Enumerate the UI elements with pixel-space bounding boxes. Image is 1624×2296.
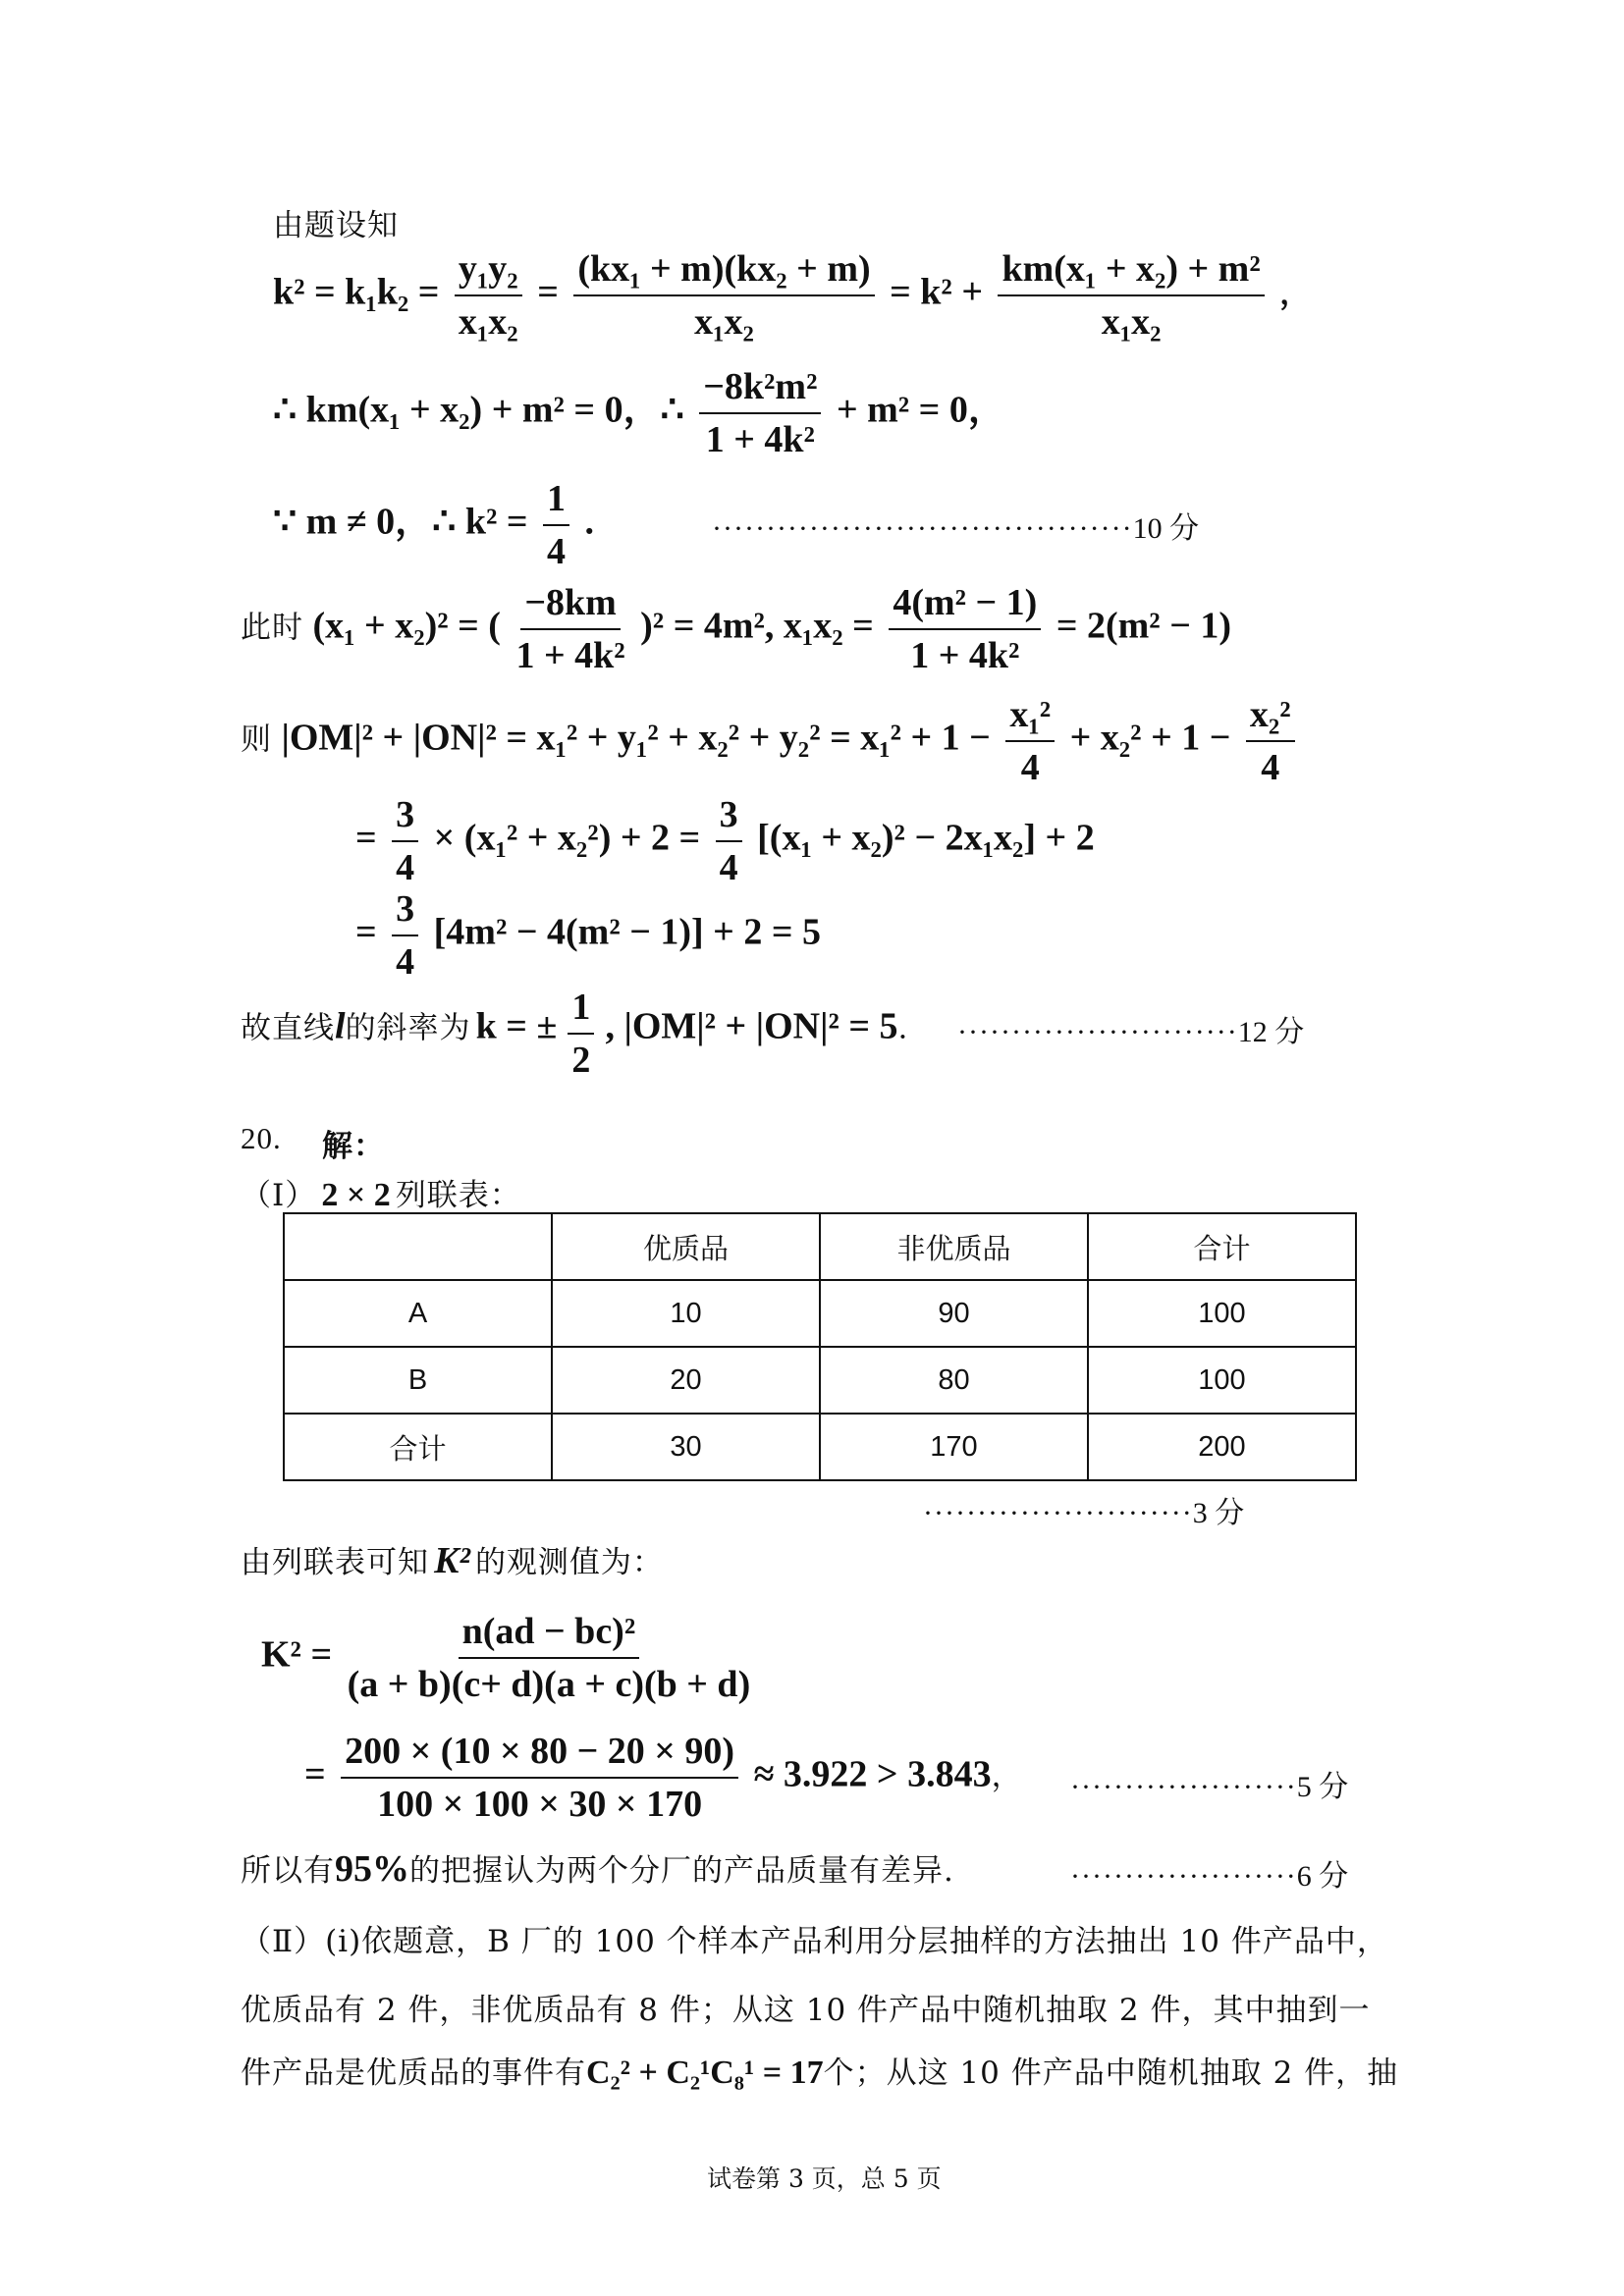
eq-line-2: [273, 365, 1005, 461]
fraction-denominator: 4: [1020, 747, 1040, 788]
eq-end-comma: ，: [1279, 276, 1312, 311]
fraction-numerator: 3: [392, 887, 418, 936]
fraction-denominator: 1 + 4k²: [910, 635, 1020, 676]
part2-line-3: [241, 2048, 1398, 2092]
score-marker-5: [1070, 1762, 1348, 1805]
part2-line-2: 优质品有 2 件，非优质品有 8 件；从这 10 件产品中随机抽取 2 件，其中抽到一: [241, 1993, 1371, 2028]
k2-comma: ，: [991, 1758, 1023, 1793]
fraction-numerator: (kx₁ + m)(kx₂ + m): [573, 247, 874, 296]
k2-intro: [241, 1537, 664, 1582]
eq-line-7: [355, 887, 821, 984]
k2-result: ≈ 3.922 > 3.843: [753, 1753, 992, 1795]
line8-a: k = ±: [475, 1005, 558, 1047]
k2-intro-a: 由列联表可知: [241, 1545, 429, 1580]
fraction-denominator: 4: [396, 941, 415, 983]
fraction-denominator: x₁x₂: [1101, 301, 1162, 343]
fraction-x1-sq-over-4: [1005, 693, 1055, 789]
fraction-numerator: 3: [716, 793, 742, 842]
line7-b: [4m² − 4(m² − 1)] + 2 = 5: [433, 911, 821, 953]
conclusion-pct: 95%: [335, 1848, 409, 1890]
table-cell: 80: [820, 1347, 1088, 1414]
score-value: 5 分: [1296, 1771, 1349, 1803]
k2-intro-b: 的观测值为：: [474, 1545, 664, 1580]
table-header-cell: 合计: [1088, 1213, 1356, 1280]
line6-a: =: [355, 817, 377, 859]
fraction-k2-formula: [348, 1610, 751, 1706]
fraction-product: [573, 247, 874, 344]
line5-a: |OM|² + |ON|² = x₁² + y₁² + x₂² + y₂² = x₁² + 1 −: [281, 717, 991, 759]
fraction-numerator: n(ad − bc)²: [459, 1610, 640, 1659]
score-marker-10: [712, 504, 1199, 547]
fraction-denominator: 4: [719, 847, 738, 888]
score-marker-12: [957, 1007, 1304, 1050]
contingency-table: [283, 1212, 1357, 1481]
fraction-4m2: [889, 581, 1041, 677]
conclusion-line-20: [241, 1845, 954, 1891]
part1-heading: [241, 1170, 521, 1214]
table-header-cell: [284, 1213, 552, 1280]
intro-text: 由题设知: [273, 208, 399, 243]
score-marker-3: [923, 1488, 1244, 1531]
line8-label: 故直线: [241, 1010, 335, 1046]
part1-text: 列联表：: [395, 1178, 521, 1213]
fraction-numerator: y₁y₂: [455, 247, 522, 296]
fraction-numerator: x₂²: [1246, 693, 1295, 742]
line6-b: × (x₁² + x₂²) + 2 =: [433, 817, 701, 859]
table-cell: 20: [552, 1347, 820, 1414]
conclusion-a: 所以有: [241, 1853, 335, 1889]
fraction-x2-sq-over-4: [1246, 693, 1295, 789]
fraction-denominator: 2: [571, 1040, 591, 1081]
k2-formula: [261, 1610, 756, 1706]
score-value: 3 分: [1192, 1497, 1245, 1529]
table-cell: 100: [1088, 1347, 1356, 1414]
line4-label: 此时: [241, 610, 303, 645]
line8-l: l: [335, 1005, 346, 1047]
fraction-denominator: 1 + 4k²: [705, 419, 815, 460]
eq-line-4: [241, 581, 1231, 677]
fraction-three-quarters: [392, 887, 418, 984]
table-cell: 合计: [284, 1414, 552, 1480]
table-row: [284, 1347, 1356, 1414]
table-row: [284, 1280, 1356, 1347]
fraction-denominator: x₁x₂: [458, 301, 518, 343]
fraction-numerator: 1: [568, 986, 594, 1035]
table-cell: 30: [552, 1414, 820, 1480]
table-cell: 10: [552, 1280, 820, 1347]
page-footer: 试卷第 3 页，总 5 页: [707, 2164, 942, 2193]
part2-line-1: （Ⅱ）(i)依题意，B 厂的 100 个样本产品利用分层抽样的方法抽出 10 件产品中，: [241, 1924, 1388, 1959]
table-header-cell: 优质品: [552, 1213, 820, 1280]
fraction-denominator: 1 + 4k²: [515, 635, 625, 676]
score-value: 12 分: [1237, 1016, 1305, 1048]
part2-line3-b: 个；从这 10 件产品中随机抽取 2 件，抽: [823, 2056, 1399, 2091]
score-marker-6: [1070, 1851, 1348, 1895]
conclusion-line-19: [241, 986, 908, 1082]
k2-lhs: K² =: [261, 1633, 333, 1676]
conclusion-b: 的把握认为两个分厂的产品质量有差异.: [409, 1853, 954, 1889]
table-cell: 170: [820, 1414, 1088, 1480]
score-value: 10 分: [1132, 512, 1200, 545]
line5-label: 则: [241, 721, 272, 757]
line4-b: )² = 4m², x₁x₂ =: [640, 605, 874, 647]
table-cell: B: [284, 1347, 552, 1414]
fraction-numerator: km(x₁ + x₂) + m²: [998, 247, 1264, 296]
score-dots: ··························: [957, 1016, 1238, 1048]
line6-c: [(x₁ + x₂)² − 2x₁x₂] + 2: [757, 817, 1095, 859]
line8-text: 的斜率为: [345, 1010, 471, 1046]
score-dots: ·······································: [712, 512, 1133, 545]
table-cell: 90: [820, 1280, 1088, 1347]
fraction-k2-numbers: [341, 1730, 738, 1826]
fraction-denominator: x₁x₂: [694, 301, 754, 343]
fraction-numerator: −8km: [520, 581, 620, 630]
fraction-three-quarters: [716, 793, 742, 889]
score-dots: ·························: [923, 1497, 1193, 1529]
fraction-km: [998, 247, 1264, 344]
k2-eq: =: [304, 1753, 326, 1795]
fraction-denominator: 4: [396, 847, 415, 888]
part1-math: 2 × 2: [321, 1177, 391, 1213]
line5-b: + x₂² + 1 −: [1069, 717, 1231, 759]
part2-line3-math: C₂² + C₂¹C₈¹ = 17: [586, 2055, 824, 2091]
eq-k2-lhs: k² = k₁k₂ =: [273, 271, 440, 313]
fraction-numerator: −8k²m²: [699, 365, 821, 414]
line2-a: ∴ km(x₁ + x₂) + m² = 0，∴: [273, 389, 684, 431]
fraction-numerator: x₁²: [1005, 693, 1055, 742]
score-dots: ·····················: [1070, 1771, 1297, 1803]
part1-label: （Ⅰ）: [241, 1178, 317, 1213]
line3-a: ∵ m ≠ 0，∴ k² =: [273, 501, 528, 543]
eq-line-5: [241, 693, 1301, 789]
table-cell: 100: [1088, 1280, 1356, 1347]
fraction-8k2m2: [699, 365, 821, 461]
eq-line-3: [273, 477, 594, 573]
fraction-numerator: 1: [543, 477, 569, 526]
fraction-one-quarter: [543, 477, 569, 573]
line4-c: = 2(m² − 1): [1056, 605, 1232, 647]
table-cell: A: [284, 1280, 552, 1347]
line3-period: .: [584, 501, 595, 543]
part2-line3-a: 件产品是优质品的事件有: [241, 2056, 586, 2091]
solve-label: 解：: [322, 1129, 385, 1164]
score-value: 6 分: [1296, 1860, 1349, 1893]
fraction-denominator: 100 × 100 × 30 × 170: [377, 1784, 703, 1825]
line4-a: (x₁ + x₂)² = (: [312, 605, 501, 647]
eq-k2-mid: = k² +: [890, 271, 983, 313]
table-row: [284, 1414, 1356, 1480]
table-header-cell: 非优质品: [820, 1213, 1088, 1280]
score-dots: ·····················: [1070, 1860, 1297, 1893]
fraction-numerator: 200 × (10 × 80 − 20 × 90): [341, 1730, 738, 1779]
fraction-numerator: 4(m² − 1): [889, 581, 1041, 630]
question-number: 20.: [241, 1121, 282, 1155]
fraction-numerator: 3: [392, 793, 418, 842]
fraction-one-half: [568, 986, 594, 1082]
line8-period: .: [897, 1010, 909, 1046]
fraction-three-quarters: [392, 793, 418, 889]
k2-computation: [304, 1730, 1023, 1826]
eq-line-6: [355, 793, 1095, 889]
fraction-denominator: 4: [1261, 747, 1280, 788]
table-header-row: [284, 1213, 1356, 1280]
fraction-y1y2: [455, 247, 522, 344]
fraction-denominator: 4: [547, 531, 567, 572]
k2-intro-math: K²: [434, 1540, 470, 1581]
fraction-denominator: (a + b)(c+ d)(a + c)(b + d): [347, 1664, 751, 1705]
fraction-8km: [515, 581, 624, 677]
line7-a: =: [355, 911, 377, 953]
table-cell: 200: [1088, 1414, 1356, 1480]
line8-b: , |OM|² + |ON|² = 5: [605, 1005, 898, 1047]
line2-b: + m² = 0，: [836, 389, 1005, 431]
eq-k-squared: k² = k₁k₂ = $\frac{\text{y₁y₂}}{\text{x₁x₂}}$ = $\frac{\text{(kx₁ + m)(kx₂ + m)}}{\text{x₁x₂}}$ = k² + $\frac{\text{km(x₁ + x₂) + m²}}{\text{x₁x₂}}$ ，: [273, 248, 1312, 343]
